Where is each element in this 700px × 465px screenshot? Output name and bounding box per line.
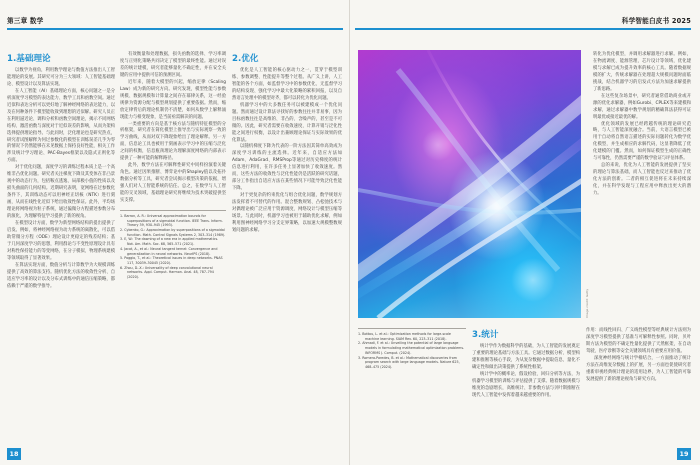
body-paragraph: 在算法实现方面，数值分析与计算数学为大规模训练提供了高效的算法支持。随机优化方法的收敛性分析、自适应学习率的设计以及分布式训练中的通信压缩策略，都依赖于严谨的数学推导。 bbox=[7, 262, 115, 289]
left-running-head bbox=[7, 10, 43, 30]
left-header-rule bbox=[7, 28, 343, 30]
body-paragraph: 在这些复杂场景中，研究者通常借助商业或开源的优化求解器，例如Gurobi、CPLEX等来建模和求解，通过求解器中数学规划的精确算法获得可证明最优或接近最优的解。 bbox=[593, 93, 691, 120]
body-paragraph: 统计学作为数据科学的基础，为人工智能的发展奠定了重要的理论基础与方法工具。它通过数据分析、模型构建和推断等核心手段，为从复杂数据中提取信息、量化不确定性和做出决策提供了系统性框架。 bbox=[472, 344, 580, 370]
body-paragraph: 转化为优化模型，并调用求解器进行求解。例如，在物流调度、能源管理、芯片设计等领域，优化建模与求解已成为提升效率的核心工具。随着数据规模的扩大，传统求解器在处理超大规模问题时面临挑战，结合机器学习的启发式方法为加速求解提供了新思路。 bbox=[593, 52, 691, 92]
right-running-head bbox=[622, 10, 691, 30]
body-paragraph: 统计学中的概率论、假设检验、回归分析等方法，为机器学习模型的训练与评估提供了支撑。随着数据规模与维度的急剧增长，高维统计、非参数方法与贝叶斯推断在现代人工智能中发挥着越来越重要的作用。 bbox=[472, 371, 580, 398]
body-paragraph: 总的来说，优化为人工智能的发展提供了坚实的理论与算法基础，而人工智能也反过来推动了优化方法的创新。二者的相互促进将在未来持续深化，并在科学发现与工程应用中释放出更大的潜力。 bbox=[593, 163, 691, 197]
section-3-title: 3.统计 bbox=[472, 330, 499, 340]
right-page bbox=[350, 0, 700, 465]
light-streaks-graphic bbox=[358, 50, 581, 318]
reference-item: 1. Barron, A. R.: Universal approximation bounds for superpositions of a sigmoidal function. IEEE Trans. Inform. Theory 39, 930–945 (1993). bbox=[120, 213, 223, 228]
left-column-2 bbox=[120, 52, 226, 280]
abstract-light-photo bbox=[358, 50, 581, 318]
left-page-number: 18 bbox=[7, 448, 21, 460]
reference-item: 4. Jacot, A., et al.: Neural tangent kernel: Convergence and generalization in neural networks. NeurIPS (2018). bbox=[120, 246, 218, 256]
body-paragraph: 在人工智能（AI）基础理论方面，核心问题之一是分析深度学习模型的表达能力、数学工具和函数空间。通过近似和表达分析可以更好地了解神经网络的表达能力，以及在何种条件下模型能收敛到理想的近似解。研究人员正在利用逼近论、调和分析和函数空间理论，揭示不同网络结构、激活函数与深度对于近似误差的影响，从而为架构选择提供理论指导。与此同时，泛化理论也是研究热点，研究者试图解释为何过参数化的模型在训练误差几乎为零的情况下仍然能够在未见数据上保持良好性能，相关工作涉及统计学习理论、PAC-Bayes框架以及隐式正则化等方面。 bbox=[7, 88, 115, 164]
body-paragraph: 对于优化问题，深度学习的训练过程本质上是一个高维非凸优化问题。研究者关注梯度下降及其变体在非凸景观中的动态行为，包括鞍点逃逸、局部极小值的性质以及损失曲面的几何结构。近期研究表明，宽网络在过参数化条件下，其训练动态可以用神经正切核（NTK）进行刻画，从而在线性化近似下给出收敛性保证。此外，平均场理论将网络视为粒子系统，通过偏微分方程描述参数分布的演化，为理解特征学习提供了新的视角。 bbox=[7, 165, 115, 220]
body-paragraph: 此外，数学方法在可解释性研究中同样扮演着关键角色。通过因果推断、博弈论中的Shapley值以及拓扑数据分析等工具，研究者尝试揭示模型决策的依据，增强人们对人工智能系统的信任。总之，在数学与人工智能的交叉领域，基础理论研究将继续为技术突破提供坚实支撑。 bbox=[120, 163, 226, 204]
body-paragraph: 深度神经网络与统计学相结合，一方面推动了统计方法在高维复杂数据上的扩展，另一方面也促使研究者重新审视经典统计理论的适用边界，为人工智能的可靠发展提供了新的理论视角与研究方向。 bbox=[586, 355, 691, 382]
reference-item: 3. E, W.: The dawning of a new era in applied mathematics. Not. Am. Math. Soc. 68, 565–571 (2021). bbox=[120, 237, 219, 247]
body-paragraph: 优化领域的发展已经跨越传统的理论研究范畴，与人工智能深度融合。当前，大语言模型已被用于自动将自然语言描述的实际问题转化为数学优化模型，并生成相应的求解代码，这显著降低了优化建模的门槛。然而，如何保证模型生成的正确性与可靠性，仍然需要严谨的数学验证与评估体系。 bbox=[593, 121, 691, 162]
left-column-3 bbox=[232, 52, 342, 235]
body-paragraph: 作用：而线性回归、广义线性模型等经典统计方法则为深度学习模型提供了基准与可解释性参照。同时，贝叶斯方法为模型的不确定性量化提供了天然框架，在自动驾驶、医疗诊断等安全关键领域具有重要应用价值。 bbox=[586, 328, 691, 354]
right-page-number: 19 bbox=[677, 448, 691, 460]
photo-credit: Image credit: Getty bbox=[585, 288, 589, 318]
left-column-1 bbox=[7, 52, 115, 291]
right-bottom-column-2 bbox=[472, 328, 580, 400]
right-bottom-column-1 bbox=[358, 328, 466, 370]
section-2-title: 2.优化 bbox=[232, 54, 259, 64]
reference-item: 5. Poggio, T., et al.: Theoretical issues in deep networks. PNAS 117, 30039–30045 (2020). bbox=[120, 256, 223, 265]
reference-item: 2. Ahmadi, F. et al.: Unveiling the potential of large language models in formulating mathematical optimization problems. INFORMS J. Comput. (2024). bbox=[358, 341, 465, 355]
right-header-rule bbox=[355, 28, 691, 30]
right-column-1-top bbox=[593, 52, 691, 198]
section-1-title: 1.基础理论 bbox=[7, 54, 51, 64]
left-reference-list bbox=[120, 210, 226, 280]
reference-item: 2. Cybenko, G.: Approximation by superpositions of a sigmoidal function. Math. Control Signals Systems 2, 303–314 (1989). bbox=[120, 228, 226, 237]
body-paragraph: 近年来，随着大模型的兴起，缩放定律（Scaling Law）成为新的研究方向。研究发现，模型性能与参数规模、数据规模和计算量之间存在幂律关系，这一经验规律为资源分配与模型规划提供了重要依据。然而，缩放定律背后的理论机制仍不清楚，如何从数学上解释涌现能力与相变现象，是当前亟需解决的问题。 bbox=[120, 79, 226, 120]
body-paragraph: 一类重要的方向是基于核方法与随机特征模型的分析框架，研究者在简化模型上推导出与实际观察一致的学习曲线，从而对双下降现象给出了理论解释。另一方面，信息论工具也被用于刻画表示学习中的压缩与泛化之间的权衡，信息瓶颈理论为理解深度网络的内部表示提供了一种可能的解释路径。 bbox=[120, 121, 226, 162]
reference-item: 3. Romera-Paredes, B. et al.: Mathematical discoveries from program search with large language models. Nature 625, 468–475 (2024). bbox=[358, 355, 460, 369]
body-paragraph: 机器学习中的大多数任务可以被建模成一个优化问题。然而通过设计算法寻找好的参数往往并非易事，因为目标函数往往是高维的、非凸的、含噪声的，甚至是不可微的。因此，研究者需要在收敛速度、计算开销与泛化性能之间进行权衡，以设计出兼顾理论保证与实际效果的优化算法。 bbox=[232, 102, 342, 143]
right-bottom-column-3 bbox=[586, 328, 691, 384]
body-paragraph: 对于更复杂的约束优化与组合优化问题，数学规划方法发挥着不可替代的作用。混合整数规划、凸松弛技术与对偶理论被广泛应用于资源调度、网络设计与模型压缩等场景。与此同时，机器学习也被用于辅助优化求解，例如利用图神经网络学习分支定界策略，以加速大规模整数规划问题的求解。 bbox=[232, 193, 342, 233]
chapter-heading: 第三章 数学 bbox=[7, 17, 44, 25]
running-title: 科学智能白皮书 2025 bbox=[621, 17, 691, 25]
body-paragraph: 以随机梯度下降为代表的一阶方法因其简单高效成为深度学习训练的主流选择。近年来，自适应方法如Adam、AdaGrad、RMSProp等通过对历史梯度的统计信息进行利用，在许多任务上显著加快了收敛速度。然而，这些方法的收敛性与泛化性能仍是活跃的研究话题，部分工作指出自适应方法在某些情况下可能导致泛化性能下降。 bbox=[232, 144, 342, 192]
body-paragraph: 优化是人工智能的核心驱动力之一，贯穿于模型训练、参数调整、性能提升等整个过程。从广义上讲，人工智能的各个方面，如监督学习中的参数优化、无监督学习的结构发现、强化学习中最大化策略的累积回报，以及自然语言处理中的模型对齐，都可以转化为优化问题。 bbox=[232, 68, 342, 101]
body-paragraph: 有效衡量和处理数据，损失函数的选择、学习率调度与正则化策略共同决定了模型的最终性能。通过对误差的统计建模，研究者能够量化不确定性，并在安全关键的应用中提供可信的预测区间。 bbox=[120, 52, 226, 78]
reference-item: 1. Bottou, L. et al.: Optimization methods for large-scale machine learning. SIAM Rev. 60, 223–311 (2018). bbox=[358, 332, 451, 341]
reference-item: 6. Zhou, D.-X.: Universality of deep convolutional neural networks. Appl. Comput. Harmon. Anal. 48, 787–794 (2020). bbox=[120, 265, 214, 280]
body-paragraph: 以数学为视角，利用数学理论与数值方法推出人工智能理论的发展。其研究可分为三大领域：人工智能基础理论、模型设计以及算法实现。 bbox=[7, 68, 115, 87]
body-paragraph: 在模型设计方面，数学为新型网络结构的提出提供了启发。例如，将神经网络视为动力系统的离散化，可以借助常微分方程（ODE）理论设计更稳定的残差结构；基于几何深度学习的思想，利用群论与不变性原理设计具有对称性保持能力的等变网络，在分子模拟、物理系统建模等领域取得了显著效果。 bbox=[7, 220, 115, 261]
right-reference-list bbox=[358, 328, 466, 370]
